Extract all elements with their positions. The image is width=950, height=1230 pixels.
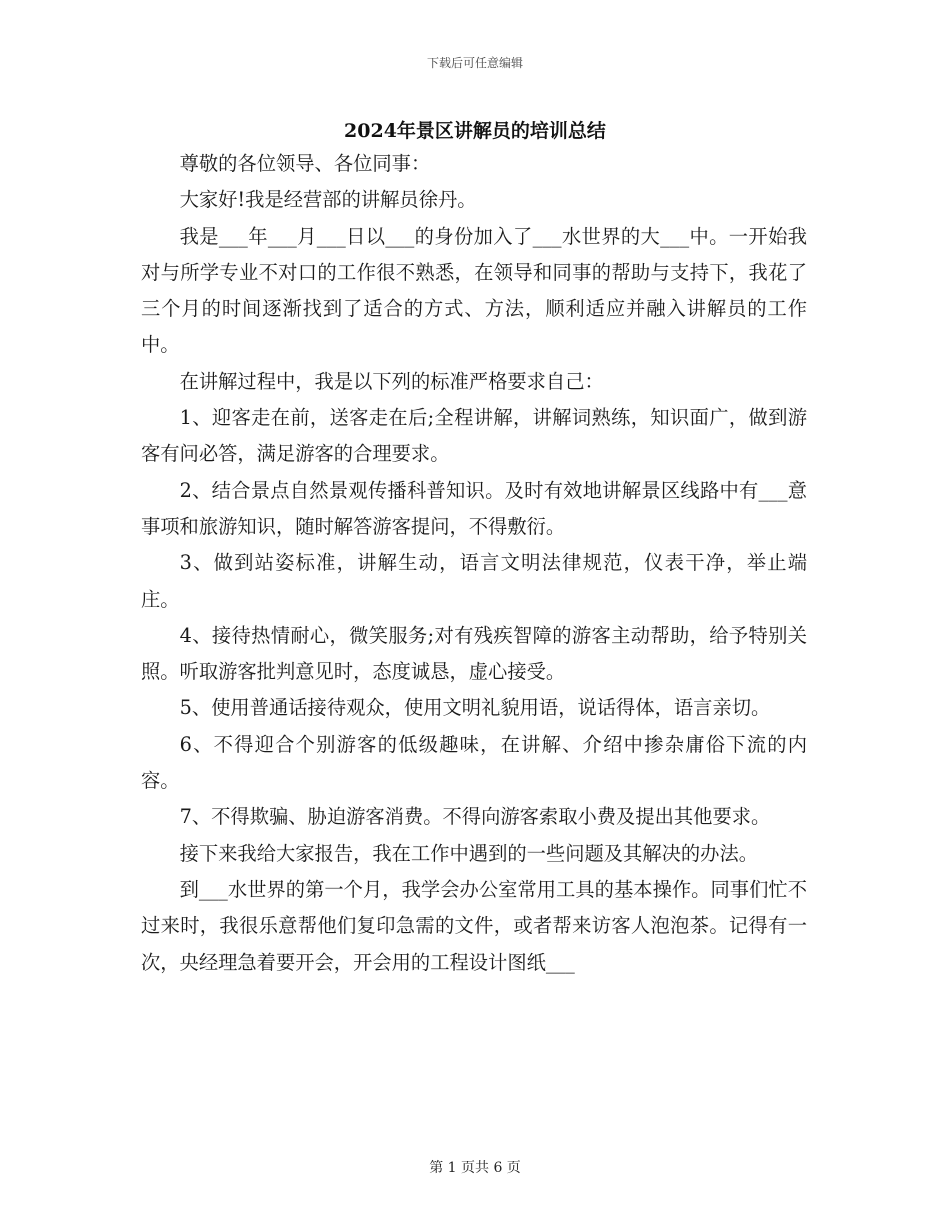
paragraph-first-month: 到___水世界的第一个月，我学会办公室常用工具的基本操作。同事们忙不过来时，我很乐意帮他们复印急需的文件，或者帮来访客人泡泡茶。记得有一次，央经理急着要开会，开会用的工程设计图纸___ [141,877,807,974]
list-item-standard-2: 2、结合景点自然景观传播科普知识。及时有效地讲解景区线路中有___意事项和旅游知识，随时解答游客提问，不得敷衍。 [141,478,807,538]
list-item-standard-7: 7、不得欺骗、胁迫游客消费。不得向游客索取小费及提出其他要求。 [179,805,771,829]
list-item-standard-5: 5、使用普通话接待观众，使用文明礼貌用语，说话得体，语言亲切。 [179,696,771,720]
paragraph-introduction: 我是___年___月___日以___的身份加入了___水世界的大___中。一开始我对与所学专业不对口的工作很不熟悉，在领导和同事的帮助与支持下，我花了三个月的时间逐渐找到了适合的方式、方法，顺利适应并融入讲解员的工作中。 [141,224,807,357]
paragraph-problems-intro: 接下来我给大家报告，我在工作中遇到的一些问题及其解决的办法。 [179,841,759,865]
header-note: 下载后可任意编辑 [426,56,523,70]
list-item-standard-4: 4、接待热情耐心，微笑服务;对有残疾智障的游客主动帮助，给予特别关照。听取游客批判意见时，态度诚恳，虚心接受。 [141,623,807,684]
document-body [141,146,807,981]
paragraph-salutation: 尊敬的各位领导、各位同事： [179,152,431,175]
paragraph-greeting: 大家好!我是经营部的讲解员徐丹。 [179,188,477,212]
list-item-standard-1: 1、迎客走在前，送客走在后;全程讲解，讲解词熟练，知识面广，做到游客有问必答，满足游客的合理要求。 [141,406,807,466]
document-title: 2024年景区讲解员的培训总结 [344,120,606,142]
paragraph-standards-intro: 在讲解过程中，我是以下列的标准严格要求自己： [179,369,604,393]
list-item-standard-3: 3、做到站姿标准，讲解生动，语言文明法律规范，仪表干净，举止端庄。 [141,551,807,611]
list-item-standard-6: 6、不得迎合个别游客的低级趣味，在讲解、介绍中掺杂庸俗下流的内容。 [141,732,807,793]
page-number: 第 1 页共 6 页 [429,1160,521,1176]
